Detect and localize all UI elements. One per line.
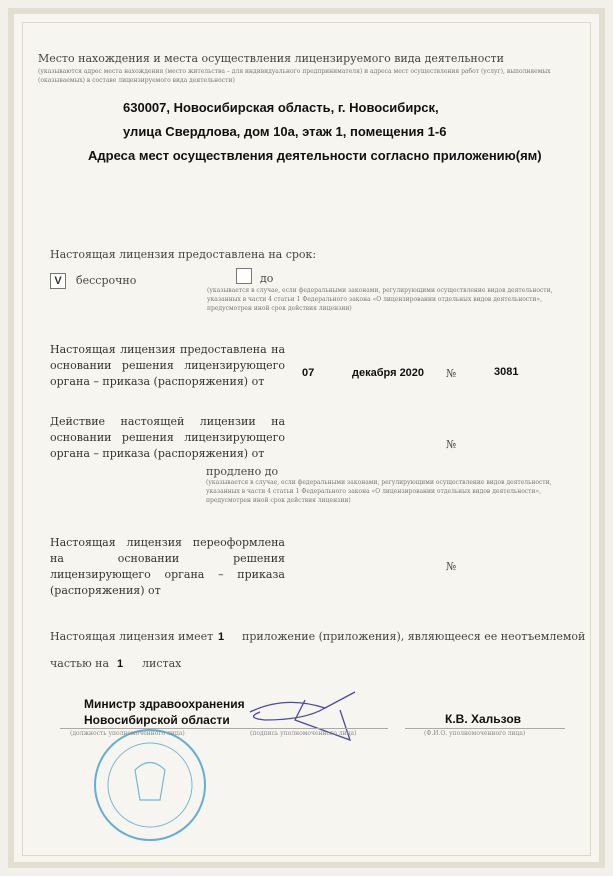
position-line-1: Министр здравоохранения <box>84 697 245 711</box>
appendix-text-4: листах <box>142 657 182 670</box>
appendix-count: 1 <box>218 631 225 643</box>
position-line-2: Новосибирской области <box>84 713 230 727</box>
indefinite-checkbox[interactable]: V <box>50 273 66 289</box>
granted-number-sign: № <box>446 367 457 380</box>
granted-number: 3081 <box>494 366 519 378</box>
address-line-3: Адреса мест осуществления деятельности согласно приложению(ям) <box>88 148 542 163</box>
until-checkbox[interactable] <box>236 268 252 284</box>
name-caption: (Ф.И.О. уполномоченного лица) <box>424 730 526 737</box>
term-note: (указывается в случае, если федеральными законами, регулирующими осуществление видов деятельности, указанных в части 4 статьи 1 Федерального закона «О лицензировании отдельных видов деятельности», предусмотрен иной срок действия лицензии) <box>207 287 553 312</box>
signature-caption: (подпись уполномоченного лица) <box>250 730 357 737</box>
until-label: до <box>260 272 274 285</box>
location-note: (указываются адрес места нахождения (место жительства – для индивидуального предпринимателя) и адреса мест осуществления работ (услуг), выполняемых (оказываемых) в составе лицензируемого вида деятельности) <box>38 68 551 84</box>
extended-number-sign: № <box>446 438 457 451</box>
location-heading: Место нахождения и места осуществления лицензируемого вида деятельности <box>38 52 504 65</box>
appendix-text-3: частью на <box>50 657 110 670</box>
granted-month-year: декабря 2020 <box>352 367 425 379</box>
extended-note: (указывается в случае, если федеральными законами, регулирующими осуществление видов деятельности, указанных в части 4 статьи 1 Федерального закона «О лицензировании отдельных видов деятельности», предусмотрен иной срок действия лицензии) <box>206 479 552 504</box>
extended-label: Действие настоящей лицензии на основании решения лицензирующего органа – приказа (распоряжения) от <box>50 415 285 460</box>
appendix-text-1: Настоящая лицензия имеет <box>50 630 214 643</box>
appendix-sheets: 1 <box>117 658 124 670</box>
official-stamp <box>30 720 220 850</box>
signature-scribble <box>245 690 365 750</box>
signer-name: К.В. Хальзов <box>445 712 522 726</box>
address-line-1: 630007, Новосибирская область, г. Новосибирск, <box>123 100 439 115</box>
term-heading: Настоящая лицензия предоставлена на срок: <box>50 248 317 261</box>
granted-day: 07 <box>302 367 315 379</box>
indefinite-label: бессрочно <box>76 274 137 287</box>
reissued-label: Настоящая лицензия переоформлена на основании решения лицензирующего органа – приказа (распоряжения) от <box>50 536 285 597</box>
extended-until-label: продлено до <box>206 465 279 478</box>
address-line-2: улица Свердлова, дом 10а, этаж 1, помещения 1-6 <box>123 124 447 139</box>
position-caption: (должность уполномоченного лица) <box>70 730 185 737</box>
granted-label: Настоящая лицензия предоставлена на основании решения лицензирующего органа – приказа (распоряжения) от <box>50 343 285 388</box>
name-underline <box>405 728 565 729</box>
appendix-text-2: приложение (приложения), являющееся ее неотъемлемой <box>242 630 586 643</box>
position-underline <box>60 728 240 729</box>
reissued-number-sign: № <box>446 560 457 573</box>
signature-underline <box>238 728 388 729</box>
